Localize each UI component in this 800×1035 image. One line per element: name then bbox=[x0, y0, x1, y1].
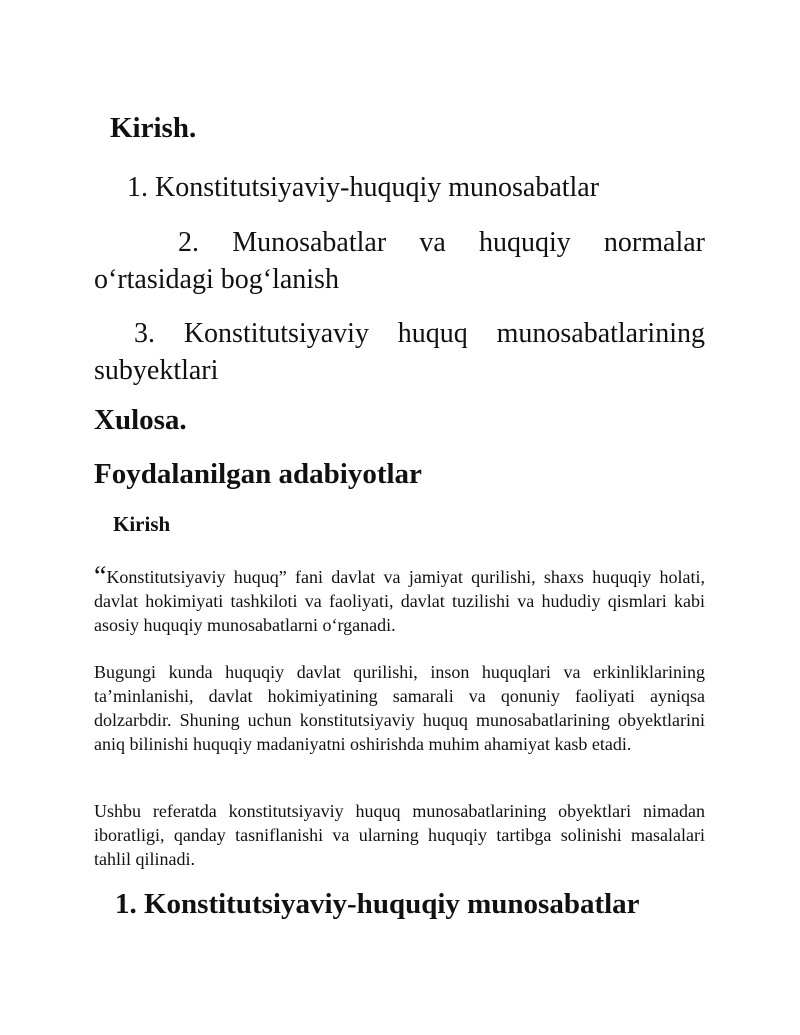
toc-item-1: 1. Konstitutsiyaviy-huquqiy munosabatlar bbox=[127, 172, 600, 203]
intro-paragraph-1 bbox=[94, 561, 705, 637]
toc-item-3: 3. Konstitutsiyaviy huquq munosabatlarining subyektlari bbox=[94, 318, 705, 386]
toc-references-heading: Foydalanilgan adabiyotlar bbox=[94, 458, 422, 490]
intro-paragraph-3: Ushbu referatda konstitutsiyaviy huquq munosabatlarining obyektlari nimadan iboratligi, qanday tasniflanishi va ularning huquqiy tartibga solinishi masalalari tahlil qilinadi. bbox=[94, 801, 705, 869]
toc-conclusion-heading: Xulosa. bbox=[94, 404, 187, 436]
intro-heading: Kirish bbox=[113, 512, 171, 536]
opening-quote-mark: “ bbox=[94, 561, 107, 592]
toc-intro-heading: Kirish. bbox=[110, 112, 197, 144]
toc-item-2: 2. Munosabatlar va huquqiy normalar o‘rtasidagi bog‘lanish bbox=[94, 227, 705, 295]
intro-paragraph-1-text: Konstitutsiyaviy huquq” fani davlat va jamiyat qurilishi, shaxs huquqiy holati, davlat hokimiyati tashkiloti va faoliyati, davlat tuzilishi va hududiy qismlari kabi asosiy huquqiy munosabatlarni o‘rganadi. bbox=[94, 567, 705, 635]
intro-paragraph-2: Bugungi kunda huquqiy davlat qurilishi, inson huquqlari va erkinliklarining ta’minlanishi, davlat hokimiyatining samarali va qonuniy faoliyati ayniqsa dolzarbdir. Shuning uchun konstitutsiyaviy huquq munosabatlarining obyektlarini aniq bilinishi huquqiy madaniyatni oshirishda muhim ahamiyat kasb etadi. bbox=[94, 662, 705, 754]
section-1-heading: 1. Konstitutsiyaviy-huquqiy munosabatlar bbox=[115, 888, 640, 920]
